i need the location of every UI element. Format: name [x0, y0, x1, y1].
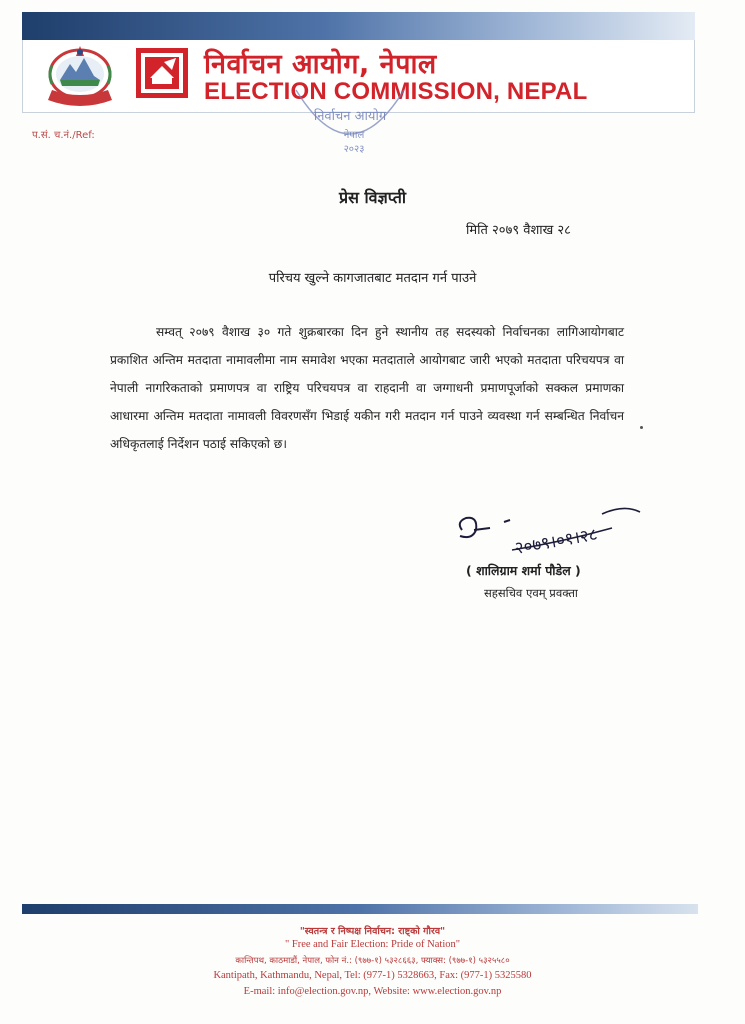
reference-label: प.सं. च.नं./Ref: — [32, 130, 95, 141]
footer-address-nepali: कान्तिपथ, काठमाडौं, नेपाल, फोन नं.: (९७७-१) ५३२८६६३, फ्याक्स: (९७७-१) ५३२५५८० — [235, 956, 510, 966]
header-color-band — [22, 12, 695, 40]
footer-address-english: Kantipath, Kathmandu, Nepal, Tel: (977-1) 5328663, Fax: (977-1) 5325580 — [213, 970, 532, 981]
signer-title: सहसचिव एवम् प्रवक्ता — [484, 586, 578, 600]
title-nepali: निर्वाचन आयोग, नेपाल — [204, 49, 437, 80]
election-commission-logo-icon — [136, 48, 188, 98]
footer-motto-english: " Free and Fair Election: Pride of Nation" — [284, 939, 461, 950]
footer-motto-nepali: "स्वतन्त्र र निष्पक्ष निर्वाचन: राष्ट्को गौरव" — [299, 926, 446, 937]
signature-date-scribble: २०७९।०१।२८ — [513, 524, 600, 559]
stamp-text-year: २०२३ — [343, 144, 365, 155]
date-line: मिति २०७९ वैशाख २८ — [466, 223, 571, 238]
signer-name: ( शालिग्राम शर्मा पौडेल ) — [466, 563, 581, 578]
footer-contact-english: E-mail: info@election.gov.np, Website: www.election.gov.np — [243, 986, 502, 997]
subject-line: परिचय खुल्ने कागजातबाट मतदान गर्न पाउने — [268, 271, 477, 286]
scan-speck — [640, 426, 643, 429]
official-stamp-icon — [290, 82, 410, 162]
stamp-text-mid: नेपाल — [343, 130, 365, 141]
title-english: ELECTION COMMISSION, NEPAL — [204, 78, 588, 105]
stamp-text-top: निर्वाचन आयोग — [313, 109, 387, 124]
handwritten-signature — [452, 500, 647, 564]
press-release-title: प्रेस विज्ञप्ती — [339, 188, 406, 207]
nepal-emblem-icon — [40, 40, 120, 112]
body-paragraph: सम्वत् २०७९ वैशाख ३० गते शुक्रबारका दिन हुने स्थानीय तह सदस्यको निर्वाचनका लागिआयोगबाट प्रकाशित अन्तिम मतदाता नामावलीमा नाम समावेश भएका मतदाताले आयोगबाट जारी भएको मतदाता परिचयपत्र वा नेपाली नागरिकताको प्रमाणपत्र वा राष्ट्रिय परिचयपत्र वा राहदानी वा जग्गाधनी प्रमाणपूर्जाको सक्कल प्रमाणका आधारमा अन्तिम मतदाता नामावली विवरणसँग भिडाई यकीन गरी मतदान गर्न पाउने व्यवस्था गर्न सम्बन्धित निर्वाचन अधिकृतलाई निर्देशन पठाई सकिएको छ। — [110, 325, 624, 451]
footer-color-band — [22, 904, 698, 914]
